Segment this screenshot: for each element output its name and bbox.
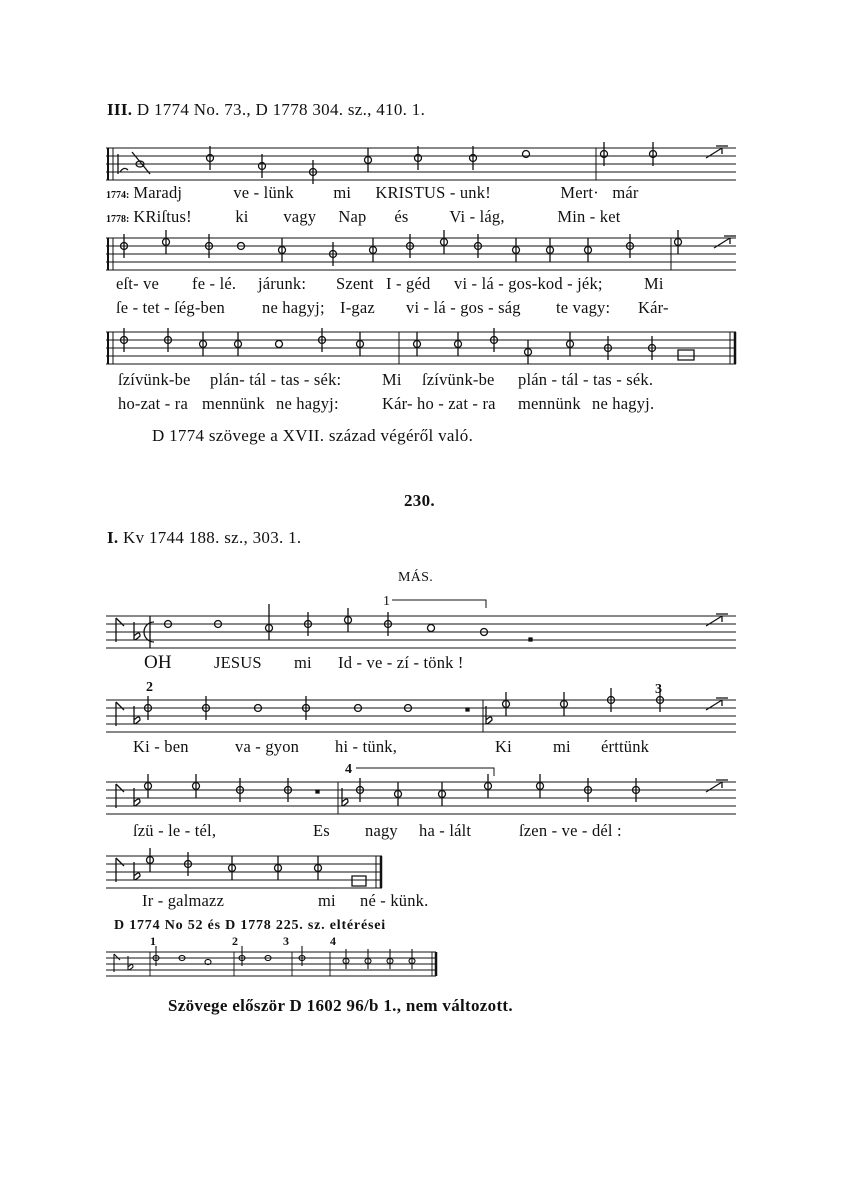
lyric: I-gaz	[340, 298, 375, 317]
lyric: már	[612, 183, 639, 202]
lyric: Es	[313, 821, 330, 840]
lyric: ha - lált	[419, 821, 472, 840]
lyric-line	[118, 370, 718, 390]
lyric: plán - tál - tas - sék.	[518, 370, 654, 389]
lyric: Id - ve - zí - tönk !	[338, 653, 464, 672]
lyric: Nap	[338, 207, 367, 226]
variants-heading: D 1774 No 52 és D 1778 225. sz. eltérései	[114, 918, 386, 933]
lyric: mennünk	[202, 394, 265, 413]
lyric-line	[133, 737, 693, 757]
lyric: Ki - ben	[133, 737, 189, 756]
lyric: né - künk.	[360, 891, 429, 910]
variant-marker: 1	[150, 934, 157, 948]
lyric-line	[116, 274, 716, 294]
hymn-number: 230.	[404, 491, 435, 510]
section-heading	[107, 100, 425, 120]
lyric: KRiſtus!	[133, 207, 192, 226]
variant-marker: 4	[345, 762, 353, 777]
music-staff	[106, 328, 740, 370]
music-staff	[106, 144, 740, 186]
lyric: Maradj	[133, 183, 183, 202]
lyric-line	[106, 207, 706, 227]
lyric: vi - lá - gos - ság	[406, 298, 521, 317]
lyric: ki	[235, 207, 249, 226]
edition-label: 1774:	[106, 190, 130, 201]
lyric-line	[116, 298, 716, 318]
source-note: D 1774 szövege a XVII. század végéről való.	[152, 426, 474, 445]
lyric: járunk:	[258, 274, 307, 293]
lyric: ne hagyj:	[276, 394, 339, 413]
variant-marker: 3	[655, 682, 663, 697]
lyric: Ir - galmazz	[142, 891, 225, 910]
notes	[116, 688, 728, 726]
section-numeral: I.	[107, 528, 119, 547]
variants-staff	[106, 950, 442, 978]
lyric: Mi	[382, 370, 402, 389]
lyric: ſe - tet - ſég-ben	[116, 298, 225, 317]
lyric: KRISTUS - unk!	[375, 183, 491, 202]
lyric: ne hagyj.	[592, 394, 655, 413]
lyric: JESUS	[214, 653, 262, 672]
lyric: mi	[294, 653, 312, 672]
lyric: ſzen - ve - dél :	[519, 821, 622, 840]
lyric: Mi	[644, 274, 664, 293]
section-sources: Kv 1744 188. sz., 303. 1.	[123, 528, 302, 547]
footer-note: Szövege először D 1602 96/b 1., nem változott.	[168, 996, 513, 1015]
lyric: vagy	[283, 207, 317, 226]
music-staff	[106, 696, 740, 738]
section-numeral: III.	[107, 100, 133, 119]
lyric: ſzü - le - tél,	[133, 821, 217, 840]
lyric: Kár-	[638, 298, 669, 317]
variant-bracket	[356, 766, 506, 778]
lyric: mi	[318, 891, 336, 910]
notes	[121, 328, 695, 364]
lyric-line	[144, 652, 644, 674]
lyric: Vi - lág,	[449, 207, 505, 226]
lyric: és	[394, 207, 409, 226]
music-staff	[106, 852, 386, 894]
lyric: eſt- ve	[116, 274, 160, 293]
lyric: ſzívünk-be	[422, 370, 495, 389]
lyric: mennünk	[518, 394, 581, 413]
music-staff	[106, 778, 740, 820]
lyric: I - géd	[386, 274, 431, 293]
lyric-line	[142, 891, 442, 911]
lyric: ne hagyj;	[262, 298, 325, 317]
variant-marker: 3	[283, 934, 290, 948]
notes	[116, 604, 728, 648]
notes	[116, 774, 728, 808]
music-staff	[106, 234, 740, 276]
lyric: nagy	[365, 821, 398, 840]
lyric-line	[106, 183, 706, 203]
lyric: plán- tál - tas - sék:	[210, 370, 342, 389]
lyric: érttünk	[601, 737, 650, 756]
variant-marker: 4	[330, 934, 337, 948]
lyric-line	[133, 821, 693, 841]
lyric: te vagy:	[556, 298, 611, 317]
lyric: ve - lünk	[233, 183, 294, 202]
lyric: mi	[553, 737, 571, 756]
notes	[114, 946, 415, 972]
tune-title: MÁS.	[398, 570, 434, 585]
variant-marker: 2	[232, 934, 239, 948]
lyric: OH	[144, 652, 172, 673]
edition-label: 1778:	[106, 214, 130, 225]
section-sources: D 1774 No. 73., D 1778 304. sz., 410. 1.	[136, 100, 426, 119]
lyric: fe - lé.	[192, 274, 237, 293]
variant-marker: 2	[146, 680, 154, 695]
notes	[121, 230, 737, 266]
lyric: Mert·	[560, 183, 599, 202]
lyric: Ki	[495, 737, 512, 756]
lyric: va - gyon	[235, 737, 300, 756]
lyric: vi - lá - gos-kod - jék;	[454, 274, 603, 293]
lyric: Szent	[336, 274, 374, 293]
lyric-line	[118, 394, 718, 414]
lyric: hi - tünk,	[335, 737, 398, 756]
lyric: Min - ket	[557, 207, 621, 226]
variant-marker: 1	[383, 594, 391, 609]
section-heading	[107, 528, 301, 548]
lyric: ho-zat - ra	[118, 394, 188, 413]
lyric: ſzívünk-be	[118, 370, 191, 389]
lyric: mi	[333, 183, 352, 202]
music-staff	[106, 612, 740, 654]
lyric: Kár- ho - zat - ra	[382, 394, 496, 413]
variant-bracket	[392, 598, 492, 610]
